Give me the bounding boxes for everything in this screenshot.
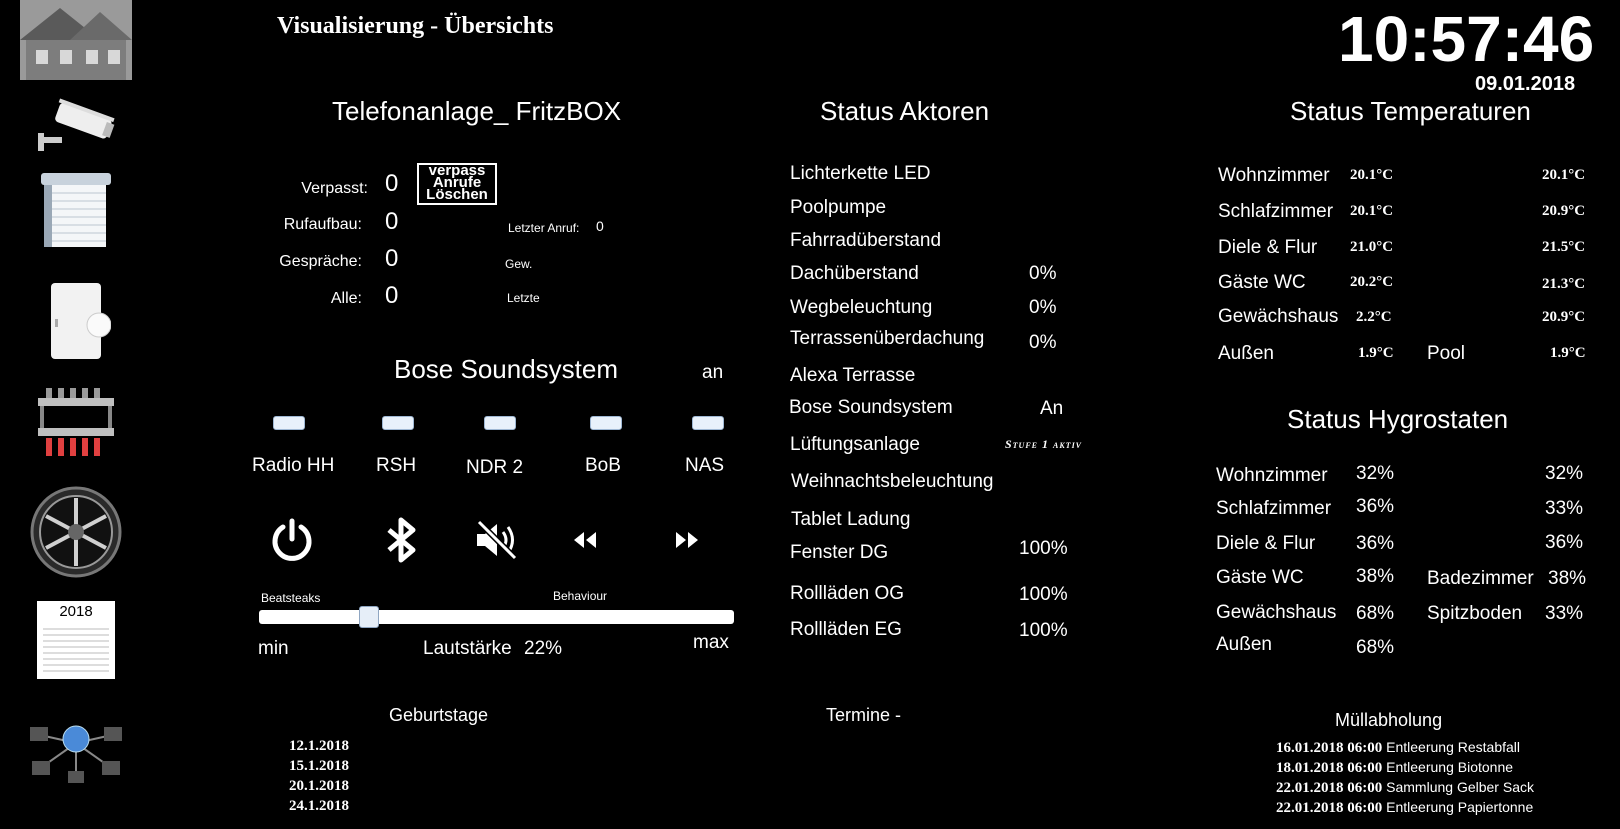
delete-missed-calls-button[interactable]: verpass Anrufe Löschen <box>417 163 497 205</box>
actor-value: 100% <box>1019 584 1068 605</box>
temperature-value: 1.9°C <box>1550 345 1586 361</box>
actor-name: Lichterkette LED <box>790 163 931 184</box>
camera-icon <box>36 95 116 155</box>
hygrostat-name: Spitzboden <box>1427 603 1523 624</box>
volume-max-label: max <box>693 632 729 653</box>
preset-label: Radio HH <box>252 455 335 476</box>
hygrostat-value: 33% <box>1545 603 1584 624</box>
actor-value: An <box>1040 398 1064 419</box>
last-call-label: Letzter Anruf: <box>508 221 580 235</box>
temperature-name: Gäste WC <box>1218 272 1306 293</box>
temperature-value: 20.1°C <box>1350 167 1394 183</box>
preset-bob-button[interactable] <box>590 416 622 430</box>
actor-name: Dachüberstand <box>790 263 919 284</box>
temperatures-title: Status Temperaturen <box>1290 96 1531 126</box>
garbage-text: Entleerung Biotonne <box>1386 759 1514 775</box>
birthday-row <box>289 797 349 815</box>
temperature-value: 2.2°C <box>1356 309 1392 325</box>
missed-label: Verpasst: <box>301 180 368 197</box>
actor-name: Fahrradüberstand <box>790 230 942 251</box>
garbage-row <box>1276 759 1513 777</box>
garbage-date: 22.01.2018 06:00 <box>1276 780 1383 796</box>
actor-value: 0% <box>1029 263 1057 284</box>
garbage-row <box>1276 739 1520 757</box>
hygrostat-value: 36% <box>1356 533 1395 554</box>
temperature-value: 21.5°C <box>1542 239 1586 255</box>
hygrostat-value: 32% <box>1356 463 1395 484</box>
hygrostat-value: 38% <box>1548 568 1587 589</box>
temperature-value: 1.9°C <box>1358 345 1394 361</box>
volume-slider[interactable] <box>259 610 734 624</box>
actors-title: Status Aktoren <box>820 96 990 126</box>
birthdays-title: Geburtstage <box>389 705 489 725</box>
garbage-date: 16.01.2018 06:00 <box>1276 740 1383 756</box>
temperature-name: Diele & Flur <box>1218 237 1318 258</box>
calls-value: 0 <box>385 245 399 272</box>
garbage-date: 18.01.2018 06:00 <box>1276 760 1383 776</box>
bose-status: an <box>702 362 724 383</box>
bose-title: Bose Soundsystem <box>394 354 619 384</box>
hygrostat-name: Gewächshaus <box>1216 602 1337 623</box>
preset-ndr2-button[interactable] <box>484 416 516 430</box>
fan-icon <box>30 486 122 578</box>
actor-name: Fenster DG <box>790 542 889 563</box>
birthday-row <box>289 757 349 775</box>
network-icon <box>26 715 126 785</box>
actor-name: Wegbeleuchtung <box>790 297 933 318</box>
temperature-value: 20.2°C <box>1350 274 1394 290</box>
hygrostat-value: 33% <box>1545 498 1584 519</box>
hygrostat-value: 38% <box>1356 566 1395 587</box>
fritzbox-title: Telefonanlage_ FritzBOX <box>332 96 622 126</box>
garbage-text: Sammlung Gelber Sack <box>1386 779 1534 795</box>
hygrostat-name: Gäste WC <box>1216 567 1304 588</box>
sidebar-ventilation-button[interactable] <box>18 486 134 578</box>
actor-name: Lüftungsanlage <box>790 434 920 455</box>
birthday-date: 12.1.2018 <box>289 738 349 754</box>
sidebar-calendar-button[interactable] <box>18 600 134 680</box>
now-playing-artist: Beatsteaks <box>261 591 321 605</box>
temperature-value: 21.0°C <box>1350 239 1394 255</box>
temperature-value: 20.1°C <box>1542 167 1586 183</box>
bluetooth-button[interactable] <box>374 512 430 568</box>
volume-slider-thumb[interactable] <box>359 606 379 628</box>
last-call-value: 0 <box>596 218 604 234</box>
hygrostat-name: Wohnzimmer <box>1216 465 1328 486</box>
temperature-name: Pool <box>1427 343 1466 364</box>
birthday-date: 15.1.2018 <box>289 758 349 774</box>
volume-min-label: min <box>258 638 289 659</box>
letzte-label: Letzte <box>507 291 540 305</box>
temperature-value: 21.3°C <box>1542 276 1586 292</box>
temperature-value: 20.9°C <box>1542 203 1586 219</box>
power-icon <box>269 517 315 563</box>
actor-value: 100% <box>1019 620 1068 641</box>
hygrostat-value: 32% <box>1545 463 1584 484</box>
bluetooth-icon <box>385 516 419 564</box>
temperature-name: Schlafzimmer <box>1218 201 1334 222</box>
garbage-title: Müllabholung <box>1335 710 1443 730</box>
fast-forward-icon <box>674 530 700 550</box>
garbage-text: Entleerung Restabfall <box>1386 739 1521 755</box>
garbage-row <box>1276 799 1533 817</box>
gew-label: Gew. <box>505 257 533 271</box>
birthday-row <box>289 777 349 795</box>
preset-label: RSH <box>376 455 417 476</box>
missed-value: 0 <box>385 170 399 197</box>
birthday-date: 24.1.2018 <box>289 798 349 814</box>
clock-time: 10:57:46 <box>1338 3 1595 75</box>
next-button[interactable] <box>659 512 715 568</box>
sidebar-network-button[interactable] <box>18 712 134 788</box>
actor-name: Terrassenüberdachung <box>790 328 985 349</box>
hygrostat-value: 36% <box>1356 496 1395 517</box>
clock-date: 09.01.2018 <box>1475 73 1576 95</box>
sidebar-shutter-button[interactable] <box>18 170 134 252</box>
house-icon <box>20 0 132 80</box>
actor-value: 100% <box>1019 538 1068 559</box>
dialing-value: 0 <box>385 208 399 235</box>
hygrostat-name: Diele & Flur <box>1216 533 1316 554</box>
hygrostat-name: Schlafzimmer <box>1216 498 1332 519</box>
preset-label: NAS <box>685 455 725 476</box>
temperature-name: Wohnzimmer <box>1218 165 1330 186</box>
temperature-value: 20.9°C <box>1542 309 1586 325</box>
garbage-text: Entleerung Papiertonne <box>1386 799 1534 815</box>
actor-name: Poolpumpe <box>790 197 887 218</box>
hygrostats-title: Status Hygrostaten <box>1287 404 1509 434</box>
actor-name: Bose Soundsystem <box>789 397 953 418</box>
actor-name: Alexa Terrasse <box>790 365 916 386</box>
temperature-value: 20.1°C <box>1350 203 1394 219</box>
all-value: 0 <box>385 282 399 309</box>
garbage-date: 22.01.2018 06:00 <box>1276 800 1383 816</box>
volume-label: Lautstärke <box>423 638 512 659</box>
actor-value: Stufe 1 aktiv <box>1005 437 1083 451</box>
thermostat-icon <box>41 281 111 361</box>
hygrostat-value: 68% <box>1356 637 1395 658</box>
temperature-name: Außen <box>1218 343 1274 364</box>
appointments-title: Termine - <box>826 705 902 725</box>
actor-value: 0% <box>1029 332 1057 353</box>
actor-name: Tablet Ladung <box>791 509 911 530</box>
manifold-icon <box>36 386 116 462</box>
hygrostat-name: Außen <box>1216 634 1272 655</box>
actor-name: Rollläden EG <box>790 619 902 640</box>
calendar-icon <box>37 601 115 679</box>
birthday-row <box>289 737 349 755</box>
calls-label: Gespräche: <box>279 253 362 270</box>
preset-rsh-button[interactable] <box>382 416 414 430</box>
actor-name: Weihnachtsbeleuchtung <box>791 471 994 492</box>
hygrostat-value: 68% <box>1356 603 1395 624</box>
shutter-icon <box>36 171 116 251</box>
sidebar-camera-button[interactable] <box>18 90 134 160</box>
calendar-year: 2018 <box>59 603 93 620</box>
hygrostat-value: 36% <box>1545 532 1584 553</box>
birthday-date: 20.1.2018 <box>289 778 349 794</box>
sidebar-thermostat-button[interactable] <box>18 280 134 362</box>
sidebar-heating-manifold-button[interactable] <box>18 384 134 464</box>
preset-nas-button[interactable] <box>692 416 724 430</box>
dialing-label: Rufaufbau: <box>283 216 362 233</box>
actor-name: Rollläden OG <box>790 583 905 604</box>
rewind-icon <box>572 530 598 550</box>
power-button[interactable] <box>264 512 320 568</box>
preset-label: NDR 2 <box>466 457 524 478</box>
actor-value: 0% <box>1029 297 1057 318</box>
preset-label: BoB <box>585 455 621 476</box>
temperature-name: Gewächshaus <box>1218 306 1339 327</box>
all-label: Alle: <box>330 290 362 307</box>
mute-button[interactable] <box>469 512 525 568</box>
now-playing-track: Behaviour <box>553 589 608 603</box>
previous-button[interactable] <box>557 512 613 568</box>
preset-radio-hh-button[interactable] <box>273 416 305 430</box>
garbage-row <box>1276 779 1534 797</box>
page-title: Visualisierung - Übersichts <box>277 13 554 39</box>
volume-value: 22% <box>524 638 563 659</box>
sidebar-house-button[interactable] <box>18 0 134 80</box>
mute-icon <box>475 520 519 560</box>
hygrostat-name: Badezimmer <box>1427 568 1534 589</box>
